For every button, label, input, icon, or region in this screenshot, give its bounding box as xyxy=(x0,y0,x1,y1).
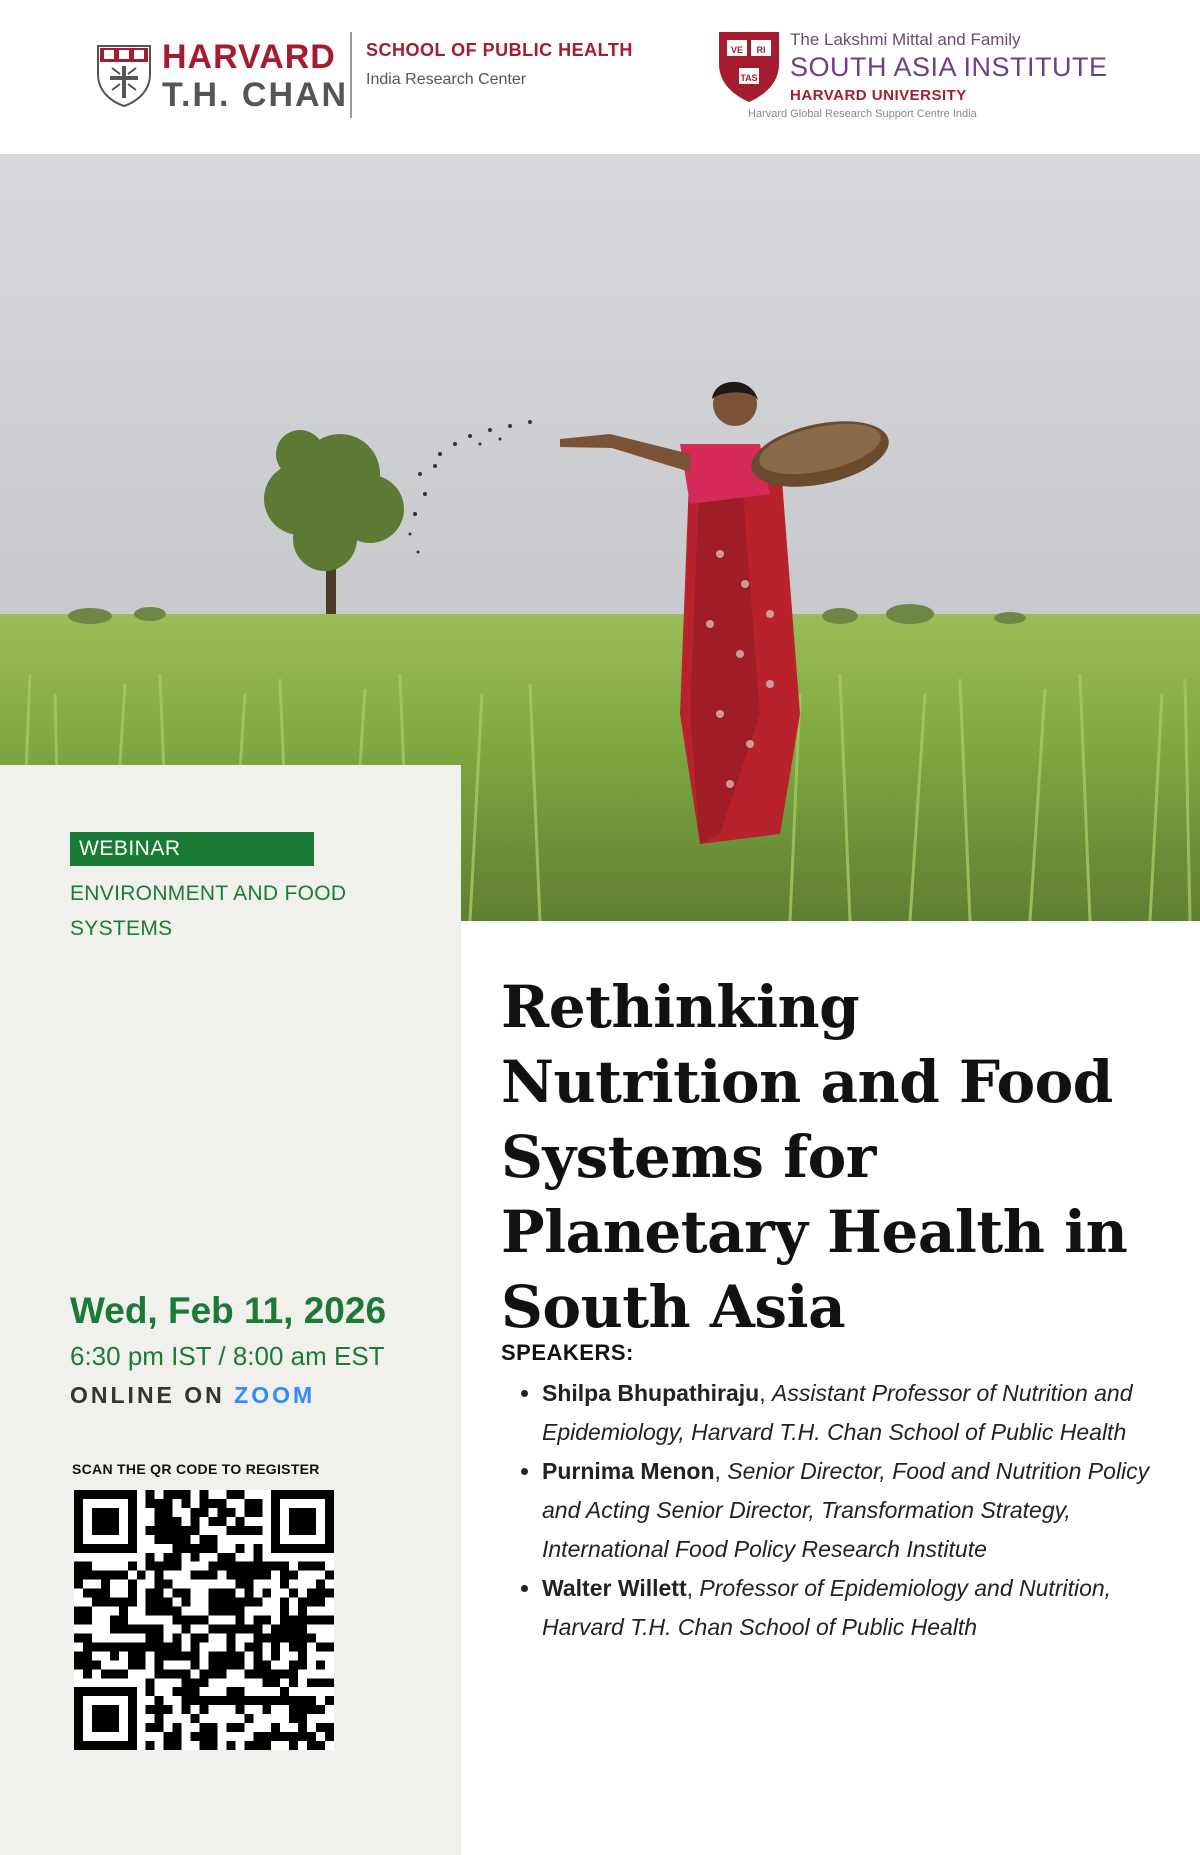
sai-top-line: The Lakshmi Mittal and Family xyxy=(790,30,1021,49)
sai-university-line: HARVARD UNIVERSITY xyxy=(790,87,967,104)
speaker-role: Assistant Professor of Nutrition and Epidemiology, Harvard T.H. Chan School of Public Health xyxy=(542,1380,1133,1445)
speakers-list xyxy=(520,1374,1182,1647)
list-item: • Purnima Menon, Senior Director, Food and Nutrition Policy and Acting Senior Director, Transformation Strategy, International Food Policy Research Institute xyxy=(542,1452,1182,1569)
harvard-wordmark-line2: T.H. CHAN xyxy=(162,76,349,114)
webinar-badge: WEBINAR xyxy=(70,832,314,866)
zoom-platform-link[interactable]: ZOOM xyxy=(234,1382,316,1408)
event-time: 6:30 pm IST / 8:00 am EST xyxy=(70,1341,385,1371)
speaker-name: Walter Willett xyxy=(542,1575,687,1601)
event-date: Wed, Feb 11, 2026 xyxy=(70,1290,387,1331)
logo-divider xyxy=(350,32,352,118)
harvard-wordmark-line1: HARVARD xyxy=(162,38,336,76)
harvard-veritas-shield-logo xyxy=(717,30,781,104)
school-subtitle: India Research Center xyxy=(366,71,527,88)
speaker-name: Shilpa Bhupathiraju xyxy=(542,1380,760,1406)
event-location xyxy=(70,1382,315,1409)
svg-text:RI: RI xyxy=(756,45,766,55)
sai-centre-line: Harvard Global Research Support Centre India xyxy=(748,108,977,120)
harvard-shield-logo xyxy=(96,44,152,108)
sai-main-line: SOUTH ASIA INSTITUTE xyxy=(790,52,1108,82)
list-item: • Shilpa Bhupathiraju, Assistant Professor of Nutrition and Epidemiology, Harvard T.H. Chan School of Public Health xyxy=(542,1374,1182,1452)
svg-text:TAS: TAS xyxy=(740,73,758,83)
harvard-wordmark xyxy=(162,38,348,114)
school-name-block xyxy=(366,40,633,89)
event-title: Rethinking Nutrition and Food Systems for Planetary Health in South Asia xyxy=(501,973,1128,1341)
speaker-role: Professor of Epidemiology and Nutrition, Harvard T.H. Chan School of Public Health xyxy=(542,1575,1112,1640)
speakers-heading: SPEAKERS: xyxy=(501,1340,634,1365)
register-qr-code[interactable] xyxy=(74,1490,334,1750)
svg-text:VE: VE xyxy=(730,45,744,55)
header xyxy=(0,0,1200,154)
speaker-name: Purnima Menon xyxy=(542,1458,715,1484)
online-prefix: ONLINE ON xyxy=(70,1382,225,1408)
register-label: SCAN THE QR CODE TO REGISTER xyxy=(72,1461,320,1477)
school-title: SCHOOL OF PUBLIC HEALTH xyxy=(366,40,633,60)
event-topic: ENVIRONMENT AND FOOD SYSTEMS xyxy=(70,882,347,940)
list-item: • Walter Willett, Professor of Epidemiology and Nutrition, Harvard T.H. Chan School of Public Health xyxy=(542,1569,1182,1647)
speaker-role: Senior Director, Food and Nutrition Policy and Acting Senior Director, Transformation Strategy, International Food Policy Research Institute xyxy=(542,1458,1150,1562)
